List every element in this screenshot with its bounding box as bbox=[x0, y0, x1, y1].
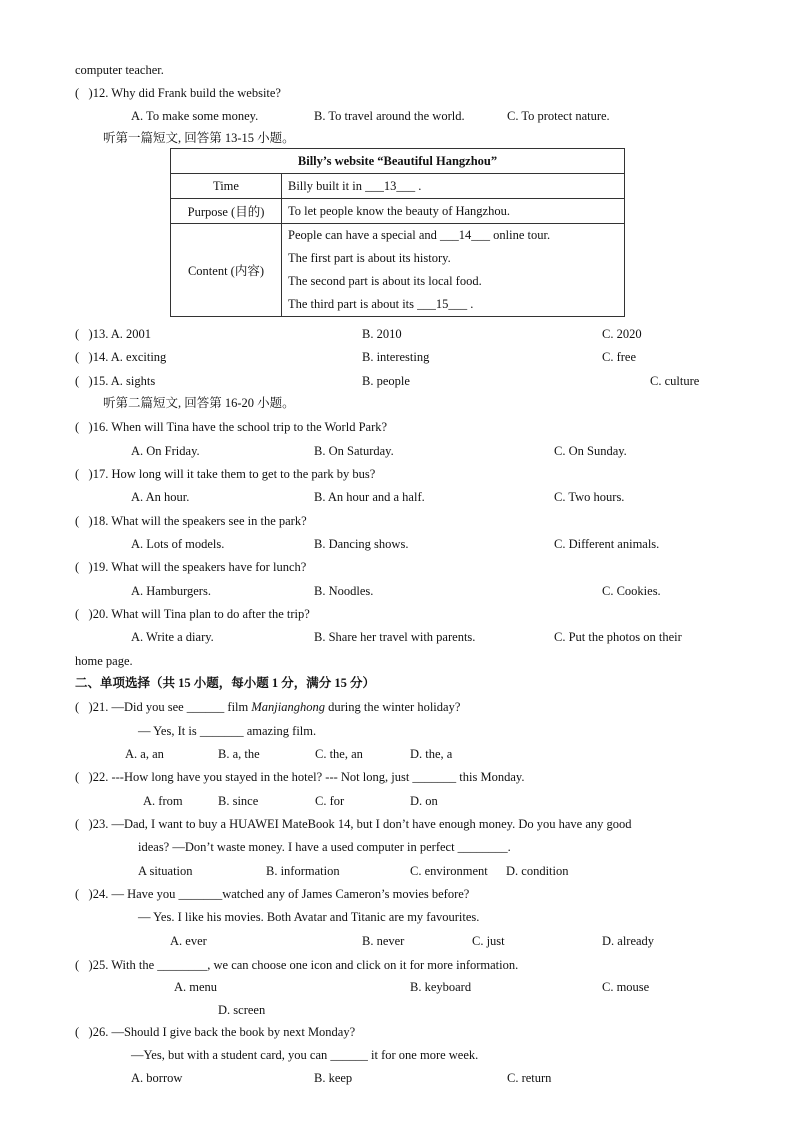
option-d: D. condition bbox=[506, 864, 569, 878]
question-15: ( )15. A. sights bbox=[75, 374, 156, 388]
dialogue-line: ideas? —Don’t waste money. I have a used computer in perfect ________. bbox=[138, 840, 511, 854]
option-a: A. An hour. bbox=[131, 490, 190, 504]
dialogue-line: — Yes. I like his movies. Both Avatar and Titanic are my favourites. bbox=[138, 910, 480, 924]
table-label-content: Content (内容) bbox=[171, 224, 282, 317]
option-b: B. since bbox=[218, 794, 259, 808]
option-c: C. Different animals. bbox=[554, 537, 660, 551]
option-a: A. On Friday. bbox=[131, 444, 200, 458]
table-label-time: Time bbox=[171, 174, 282, 199]
option-c: C. the, an bbox=[315, 747, 363, 761]
table-value-content bbox=[282, 224, 625, 317]
question-21 bbox=[75, 699, 460, 715]
q21-suffix: during the winter holiday? bbox=[324, 700, 461, 714]
table-value-purpose: To let people know the beauty of Hangzhou. bbox=[282, 199, 625, 224]
option-d: D. already bbox=[602, 934, 655, 948]
option-b: B. keep bbox=[314, 1071, 353, 1085]
option-b: B. a, the bbox=[218, 747, 260, 761]
option-c: C. for bbox=[315, 794, 345, 808]
section-instruction: 听第一篇短文, 回答第 13-15 小题。 bbox=[103, 131, 295, 145]
question-14: ( )14. A. exciting bbox=[75, 350, 167, 364]
question-23: ( )23. —Dad, I want to buy a HUAWEI MateBook 14, but I don’t have enough money. Do you have any good bbox=[75, 817, 632, 831]
option-c: C. environment bbox=[410, 864, 488, 878]
option-b: B. keyboard bbox=[410, 980, 472, 994]
option-c: C. Put the photos on their bbox=[554, 630, 682, 644]
option-b: B. interesting bbox=[362, 350, 430, 364]
content-line: The first part is about its history. bbox=[288, 251, 451, 265]
table-value-time: Billy built it in ___13___ . bbox=[282, 174, 625, 199]
text-line: computer teacher. bbox=[75, 63, 164, 77]
option-a: A. Write a diary. bbox=[131, 630, 214, 644]
option-a: A situation bbox=[138, 864, 193, 878]
billy-website-table bbox=[170, 148, 625, 317]
question-26: ( )26. —Should I give back the book by next Monday? bbox=[75, 1025, 356, 1039]
option-c: C. Two hours. bbox=[554, 490, 625, 504]
question-12: ( )12. Why did Frank build the website? bbox=[75, 86, 281, 100]
option-c: C. mouse bbox=[602, 980, 650, 994]
option-c-continued: home page. bbox=[75, 654, 133, 668]
dialogue-line: —Yes, but with a student card, you can ______ it for one more week. bbox=[131, 1048, 479, 1062]
question-16: ( )16. When will Tina have the school trip to the World Park? bbox=[75, 420, 388, 434]
question-20: ( )20. What will Tina plan to do after the trip? bbox=[75, 607, 310, 621]
dialogue-line: — Yes, It is _______ amazing film. bbox=[138, 724, 317, 738]
option-d: D. on bbox=[410, 794, 438, 808]
option-b: B. Dancing shows. bbox=[314, 537, 409, 551]
option-b: B. Noodles. bbox=[314, 584, 374, 598]
option-b: B. information bbox=[266, 864, 340, 878]
option-c: C. 2020 bbox=[602, 327, 642, 341]
option-d: D. the, a bbox=[410, 747, 453, 761]
question-17: ( )17. How long will it take them to get to the park by bus? bbox=[75, 467, 376, 481]
option-b: B. people bbox=[362, 374, 410, 388]
content-line: People can have a special and ___14___ online tour. bbox=[288, 228, 551, 242]
option-a: A. To make some money. bbox=[131, 109, 259, 123]
option-c: C. Cookies. bbox=[602, 584, 661, 598]
question-25: ( )25. With the ________, we can choose one icon and click on it for more information. bbox=[75, 958, 519, 972]
part-two-heading: 二、单项选择（共 15 小题，每小题 1 分，满分 15 分） bbox=[75, 676, 376, 690]
q21-prefix: ( )21. —Did you see ______ film bbox=[75, 700, 252, 714]
content-line: The third part is about its ___15___ . bbox=[288, 297, 474, 311]
option-a: A. from bbox=[143, 794, 183, 808]
option-b: B. An hour and a half. bbox=[314, 490, 425, 504]
table-title: Billy’s website “Beautiful Hangzhou” bbox=[171, 149, 625, 174]
option-c: C. On Sunday. bbox=[554, 444, 627, 458]
option-b: B. 2010 bbox=[362, 327, 402, 341]
section-instruction: 听第二篇短文, 回答第 16-20 小题。 bbox=[103, 396, 295, 410]
option-b: B. To travel around the world. bbox=[314, 109, 465, 123]
question-13: ( )13. A. 2001 bbox=[75, 327, 152, 341]
option-a: A. ever bbox=[170, 934, 207, 948]
option-c: C. culture bbox=[650, 374, 700, 388]
q21-film-title: Manjianghong bbox=[251, 700, 325, 714]
question-19: ( )19. What will the speakers have for lunch? bbox=[75, 560, 307, 574]
question-24: ( )24. — Have you _______watched any of James Cameron’s movies before? bbox=[75, 887, 470, 901]
option-b: B. never bbox=[362, 934, 405, 948]
option-a: A. borrow bbox=[131, 1071, 183, 1085]
content-line: The second part is about its local food. bbox=[288, 274, 482, 288]
question-18: ( )18. What will the speakers see in the park? bbox=[75, 514, 307, 528]
option-a: A. Lots of models. bbox=[131, 537, 225, 551]
option-a: A. Hamburgers. bbox=[131, 584, 211, 598]
option-d: D. screen bbox=[218, 1003, 266, 1017]
option-b: B. Share her travel with parents. bbox=[314, 630, 476, 644]
option-a: A. menu bbox=[174, 980, 218, 994]
table-label-purpose: Purpose (目的) bbox=[171, 199, 282, 224]
option-b: B. On Saturday. bbox=[314, 444, 394, 458]
option-a: A. a, an bbox=[125, 747, 164, 761]
question-22: ( )22. ---How long have you stayed in the hotel? --- Not long, just _______ this Monday. bbox=[75, 770, 525, 784]
option-c: C. free bbox=[602, 350, 637, 364]
option-c: C. return bbox=[507, 1071, 552, 1085]
option-c: C. just bbox=[472, 934, 505, 948]
option-c: C. To protect nature. bbox=[507, 109, 610, 123]
